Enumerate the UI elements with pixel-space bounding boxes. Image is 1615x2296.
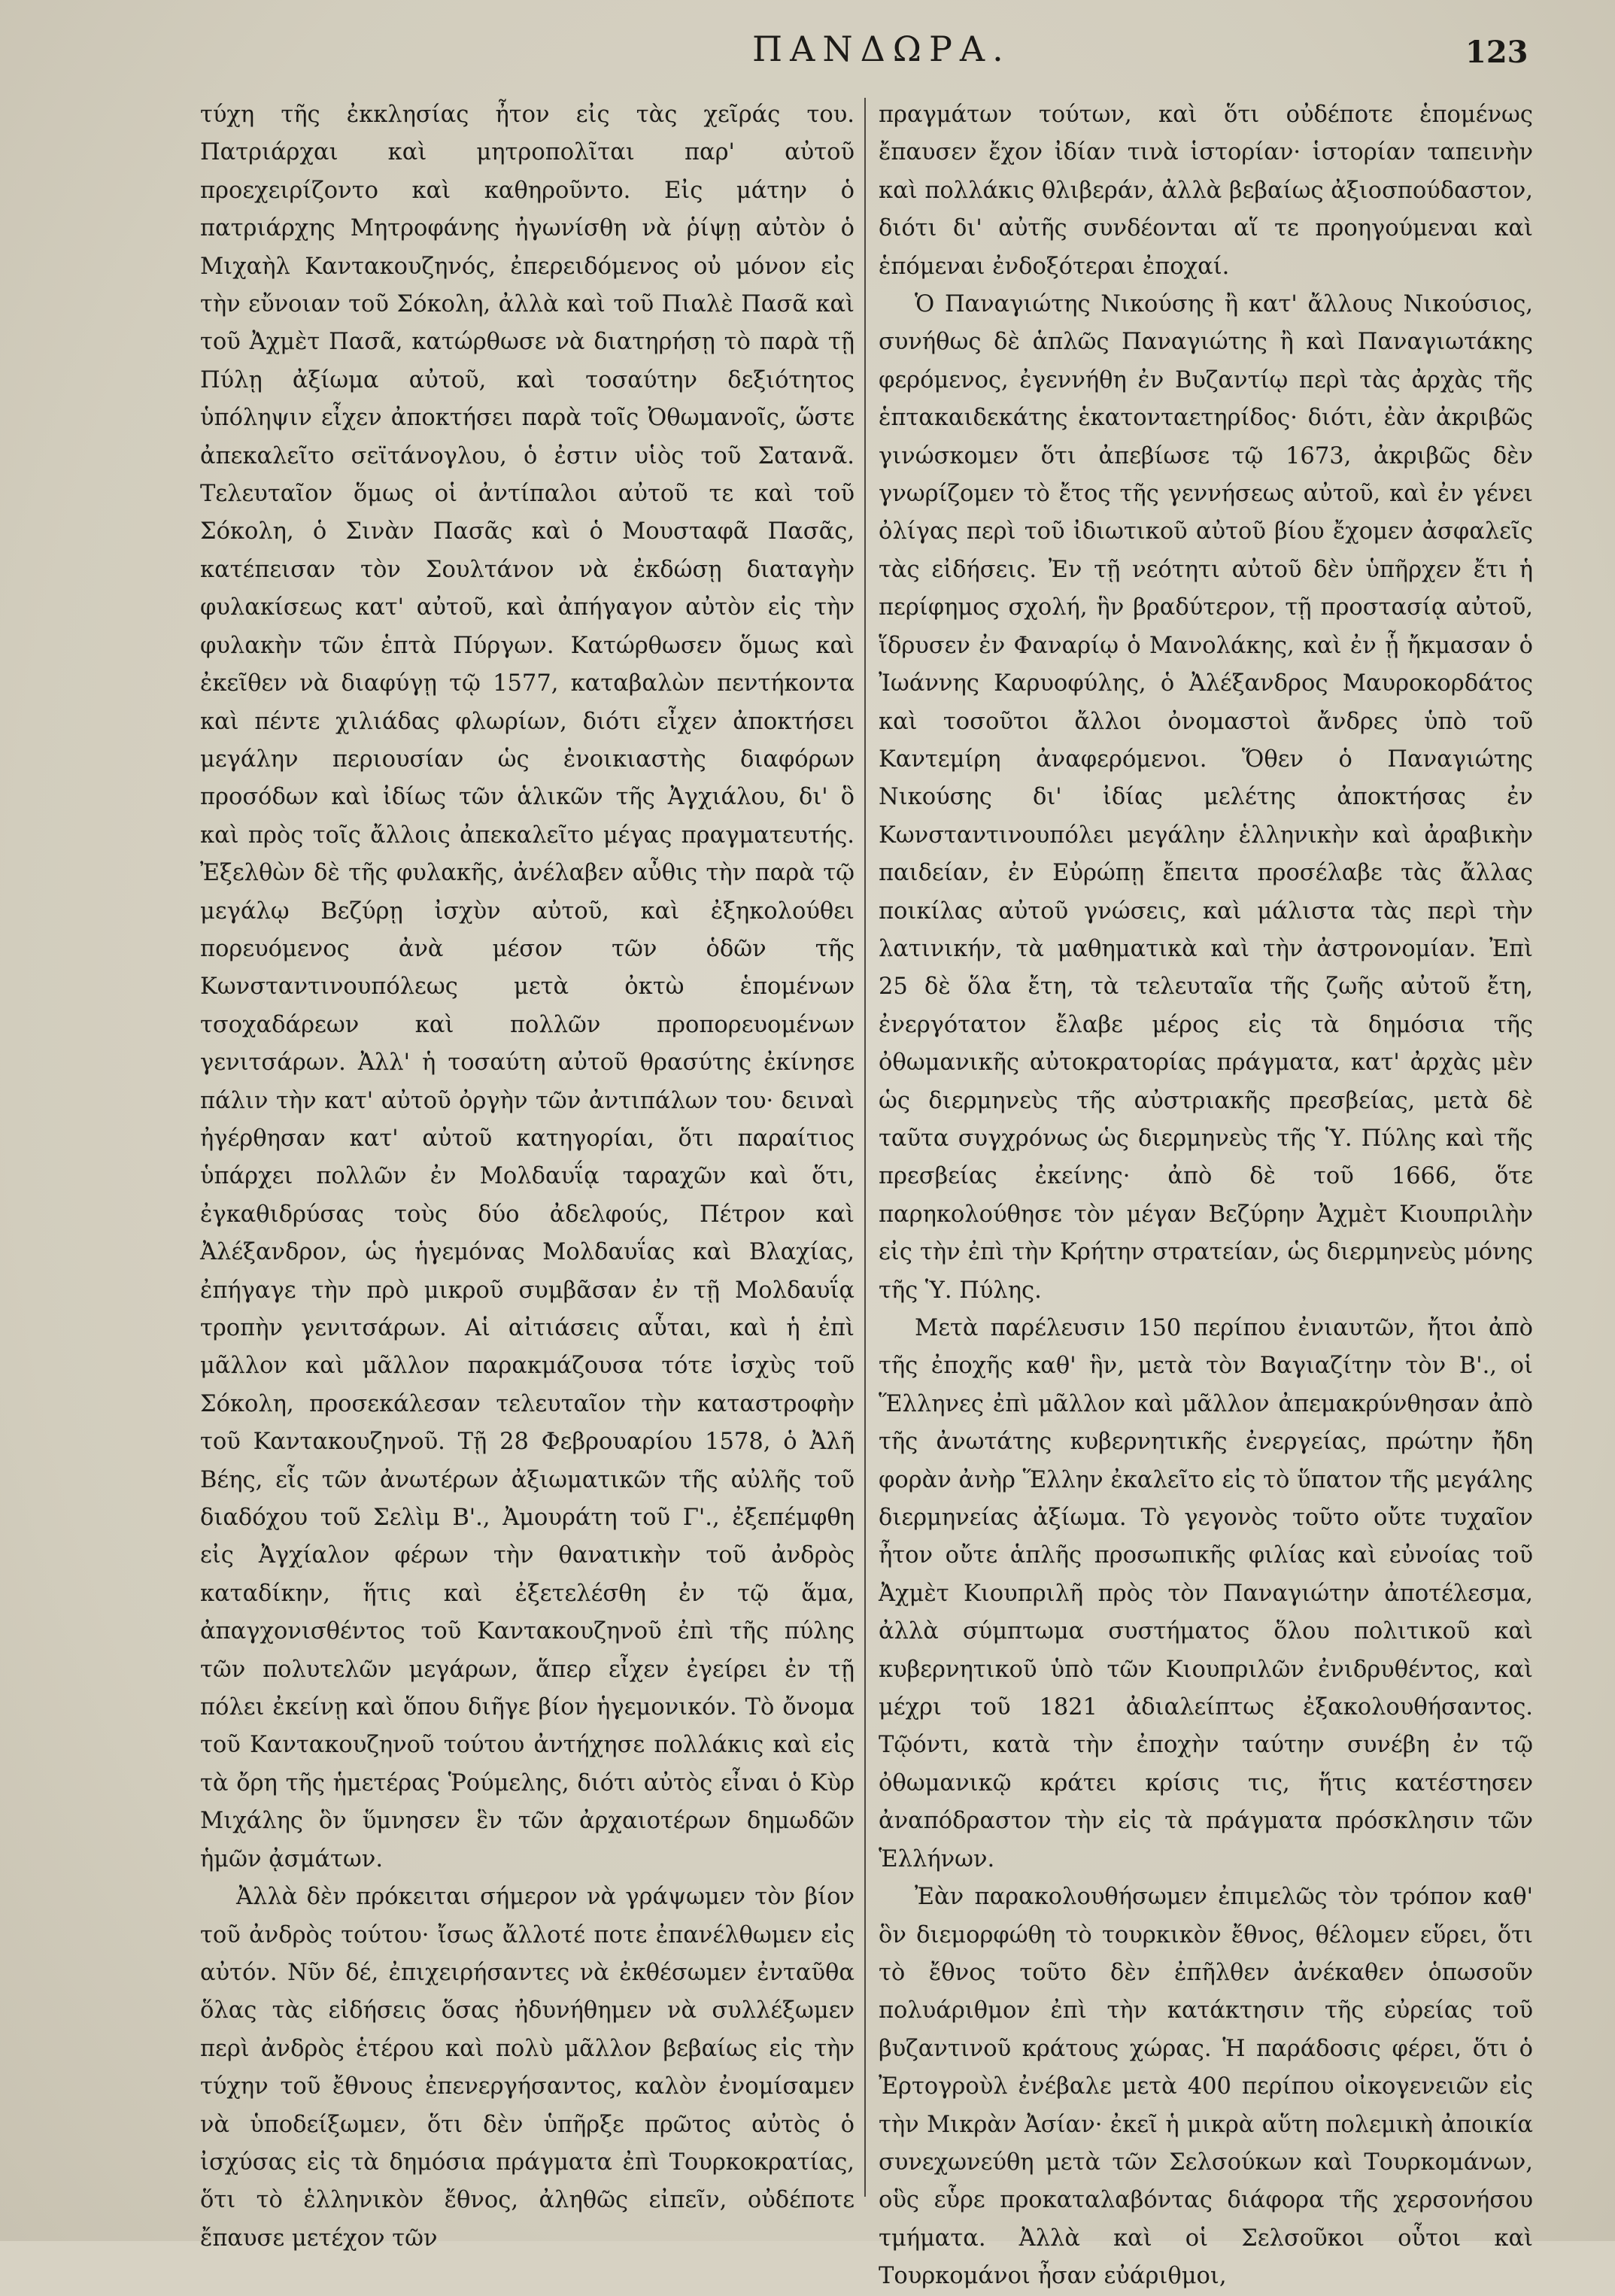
paragraph: Ἐὰν παρακολουθήσωμεν ἐπιμελῶς τὸν τρόπον καθ' ὃν διεμορφώθη τὸ τουρκικὸν ἔθνος, θέλομεν εὕρει, ὅτι τὸ ἔθνος τοῦτο δὲν ἐπῆλθεν ἀνέκαθεν ὁπωσοῦν πολυάριθμον ἐπὶ τὴν κατάκτησιν τῆς εὐρείας τοῦ βυζαντινοῦ κράτους χώρας. Ἡ παράδοσις φέρει, ὅτι ὁ Ἐρτογροὺλ ἐνέβαλε μετὰ 400 περίπου οἰκογενειῶν εἰς τὴν Μικρὰν Ἀσίαν· ἐκεῖ ἡ μικρὰ αὕτη πολεμικὴ ἀποικία συνεχωνεύθη μετὰ τῶν Σελσούκων καὶ Τουρκομάνων, οὓς εὗρε προκαταλαβόντας διάφορα τῆς χερσονήσου τμήματα. Ἀλλὰ καὶ οἱ Σελσοῦκοι οὗτοι καὶ Τουρκομάνοι ἦσαν εὐάριθμοι, (879, 1884, 1533, 2290)
left-column (200, 96, 855, 2258)
column-divider (864, 98, 866, 2197)
paragraph: Ὁ Παναγιώτης Νικούσης ἢ κατ' ἄλλους Νικούσιος, συνήθως δὲ ἁπλῶς Παναγιώτης ἢ καὶ Παναγιωτάκης φερόμενος, ἐγεννήθη ἐν Βυζαντίῳ περὶ τὰς ἀρχὰς τῆς ἑπτακαιδεκάτης ἑκατονταετηρίδος· διότι, ἐὰν ἀκριβῶς γινώσκομεν ὅτι ἀπεβίωσε τῷ 1673, ἀκριβῶς δὲν γνωρίζομεν τὸ ἔτος τῆς γεννήσεως αὐτοῦ, καὶ ἐν γένει ὀλίγας περὶ τοῦ ἰδιωτικοῦ αὐτοῦ βίου ἔχομεν ἀσφαλεῖς τὰς εἰδήσεις. Ἐν τῇ νεότητι αὐτοῦ δὲν ὑπῆρχεν ἔτι ἡ περίφημος σχολή, ἣν βραδύτερον, τῇ προστασίᾳ αὐτοῦ, ἵδρυσεν ἐν Φαναρίῳ ὁ Μανολάκης, καὶ ἐν ᾗ ἤκμασαν ὁ Ἰωάννης Καρυοφύλης, ὁ Ἀλέξανδρος Μαυροκορδάτος καὶ τοσοῦτοι ἄλλοι ὀνομαστοὶ ἄνδρες ὑπὸ τοῦ Καντεμίρη ἀναφερόμενοι. Ὅθεν ὁ Παναγιώτης Νικούσης δι' ἰδίας μελέτης ἀποκτήσας ἐν Κωνσταντινουπόλει μεγάλην ἑλληνικὴν καὶ ἀραβικὴν παιδείαν, ἐν Εὐρώπῃ ἔπειτα προσέλαβε τὰς ἄλλας ποικίλας αὐτοῦ γνώσεις, καὶ μάλιστα τὰς περὶ τὴν λατινικήν, τὰ μαθηματικὰ καὶ τὴν ἀστρονομίαν. Ἐπὶ 25 δὲ ὅλα ἔτη, τὰ τελευταῖα τῆς ζωῆς αὐτοῦ ἔτη, ἐνεργότατον ἔλαβε μέρος εἰς τὰ δημόσια τῆς ὀθωμανικῆς αὐτοκρατορίας πράγματα, κατ' ἀρχὰς μὲν ὡς διερμηνεὺς τῆς αὐστριακῆς πρεσβείας, μετὰ δὲ ταῦτα συγχρόνως ὡς διερμηνεὺς τῆς Ὑ. Πύλης καὶ τῆς πρεσβείας ἐκείνης· ἀπὸ δὲ τοῦ 1666, ὅτε παρηκολούθησε τὸν μέγαν Βεζύρην Ἀχμὲτ Κιουπριλὴν εἰς τὴν ἐπὶ τὴν Κρήτην στρατείαν, ὡς διερμηνεὺς μόνης τῆς Ὑ. Πύλης. (879, 291, 1533, 1304)
running-head (0, 29, 1615, 74)
journal-title: ΠΑΝΔΩΡΑ. (752, 29, 1011, 69)
paragraph: Μετὰ παρέλευσιν 150 περίπου ἐνιαυτῶν, ἤτοι ἀπὸ τῆς ἐποχῆς καθ' ἣν, μετὰ τὸν Βαγιαζίτην τὸν Β'., οἱ Ἕλληνες ἐπὶ μᾶλλον καὶ μᾶλλον ἀπεμακρύνθησαν ἀπὸ τῆς ἀνωτάτης κυβερνητικῆς ἐνεργείας, πρώτην ἤδη φορὰν ἀνὴρ Ἕλλην ἐκαλεῖτο εἰς τὸ ὕπατον τῆς μεγάλης διερμηνείας ἀξίωμα. Τὸ γεγονὸς τοῦτο οὔτε τυχαῖον ἦτον οὔτε ἁπλῆς προσωπικῆς φιλίας καὶ εὐνοίας τοῦ Ἀχμὲτ Κιουπριλῆ πρὸς τὸν Παναγιώτην ἀποτέλεσμα, ἀλλὰ σύμπτωμα συστήματος ὅλου πολιτικοῦ καὶ κυβερνητικοῦ ὑπὸ τῶν Κιουπριλῶν ἐνιδρυθέντος, καὶ μέχρι τοῦ 1821 ἀδιαλείπτως ἐξακολουθήσαντος. Τῷόντι, κατὰ τὴν ἐποχὴν ταύτην συνέβη ἐν τῷ ὀθωμανικῷ κράτει κρίσις τις, ἥτις κατέστησεν ἀναπόδραστον τὴν εἰς τὰ πράγματα πρόσκλησιν τῶν Ἑλλήνων. (879, 1315, 1533, 1872)
right-column (879, 96, 1533, 2296)
paragraph: Ἀλλὰ δὲν πρόκειται σήμερον νὰ γράψωμεν τὸν βίον τοῦ ἀνδρὸς τούτου· ἴσως ἄλλοτέ ποτε ἐπανέλθωμεν εἰς αὐτόν. Νῦν δέ, ἐπιχειρήσαντες νὰ ἐκθέσωμεν ἐνταῦθα ὅλας τὰς εἰδήσεις ὅσας ἠδυνήθημεν νὰ συλλέξωμεν περὶ ἀνδρὸς ἑτέρου καὶ πολὺ μᾶλλον βεβαίως εἰς τὴν τύχην τοῦ ἔθνους ἐπενεργήσαντος, καλὸν ἐνομίσαμεν νὰ ὑποδείξωμεν, ὅτι δὲν ὑπῆρξε πρῶτος αὐτὸς ὁ ἰσχύσας εἰς τὰ δημόσια πράγματα ἐπὶ Τουρκοκρατίας, ὅτι τὸ ἑλληνικὸν ἔθνος, ἀληθῶς εἰπεῖν, οὐδέποτε ἔπαυσε μετέχον τῶν (200, 1884, 855, 2252)
paragraph: τύχη τῆς ἐκκλησίας ἦτον εἰς τὰς χεῖράς του. Πατριάρχαι καὶ μητροπολῖται παρ' αὐτοῦ προεχειρίζοντο καὶ καθηροῦντο. Εἰς μάτην ὁ πατριάρχης Μητροφάνης ἠγωνίσθη νὰ ῥίψῃ αὐτὸν ὁ Μιχαὴλ Καντακουζηνός, ἐπερειδόμενος οὐ μόνον εἰς τὴν εὔνοιαν τοῦ Σόκολη, ἀλλὰ καὶ τοῦ Πιαλὲ Πασᾶ καὶ τοῦ Ἀχμὲτ Πασᾶ, κατώρθωσε νὰ διατηρήσῃ τὸ παρὰ τῇ Πύλῃ ἀξίωμα αὐτοῦ, καὶ τοσαύτην δεξιότητος ὑπόληψιν εἶχεν ἀποκτήσει παρὰ τοῖς Ὀθωμανοῖς, ὥστε ἀπεκαλεῖτο σεϊτάνογλου, ὁ ἐστιν υἱὸς τοῦ Σατανᾶ. Τελευταῖον ὅμως οἱ ἀντίπαλοι αὐτοῦ τε καὶ τοῦ Σόκολη, ὁ Σινὰν Πασᾶς καὶ ὁ Μουσταφᾶ Πασᾶς, κατέπεισαν τὸν Σουλτάνον νὰ ἐκδώσῃ διαταγὴν φυλακίσεως κατ' αὐτοῦ, καὶ ἀπήγαγον αὐτὸν εἰς τὴν φυλακὴν τῶν ἑπτὰ Πύργων. Κατώρθωσεν ὅμως καὶ ἐκεῖθεν νὰ διαφύγῃ τῷ 1577, καταβαλὼν πεντήκοντα καὶ πέντε χιλιάδας φλωρίων, διότι εἶχεν ἀποκτήσει μεγάλην περιουσίαν ὡς ἐνοικιαστὴς διαφόρων προσόδων καὶ ἰδίως τῶν ἁλικῶν τῆς Ἀγχιάλου, δι' ὃ καὶ πρὸς τοῖς ἄλλοις ἀπεκαλεῖτο μέγας πραγματευτής. Ἐξελθὼν δὲ τῆς φυλακῆς, ἀνέλαβεν αὖθις τὴν παρὰ τῷ μεγάλῳ Βεζύρῃ ἰσχὺν αὐτοῦ, καὶ ἐξηκολούθει πορευόμενος ἀνὰ μέσον τῶν ὁδῶν τῆς Κωνσταντινουπόλεως μετὰ ὀκτὼ ἑπομένων τσοχαδάρεων καὶ πολλῶν προπορευομένων γενιτσάρων. Ἀλλ' ἡ τοσαύτη αὐτοῦ θρασύτης ἐκίνησε πάλιν τὴν κατ' αὐτοῦ ὀργὴν τῶν ἀντιπάλων του· δειναὶ ἠγέρθησαν κατ' αὐτοῦ κατηγορίαι, ὅτι παραίτιος ὑπάρχει πολλῶν ἐν Μολδαυΐᾳ ταραχῶν καὶ ὅτι, ἐγκαθιδρύσας τοὺς δύο ἀδελφούς, Πέτρον καὶ Ἀλέξανδρον, ὡς ἡγεμόνας Μολδαυΐας καὶ Βλαχίας, ἐπήγαγε τὴν πρὸ μικροῦ συμβᾶσαν ἐν τῇ Μολδαυΐᾳ τροπὴν γενιτσάρων. Αἱ αἰτιάσεις αὗται, καὶ ἡ ἐπὶ μᾶλλον καὶ μᾶλλον παρακμάζουσα τότε ἰσχὺς τοῦ Σόκολη, προσεκάλεσαν τελευταῖον τὴν καταστροφὴν τοῦ Καντακουζηνοῦ. Τῇ 28 Φεβρουαρίου 1578, ὁ Ἀλῆ Βέης, εἷς τῶν ἀνωτέρων ἀξιωματικῶν τῆς αὐλῆς τοῦ διαδόχου τοῦ Σελὶμ Β'., Ἀμουράτη τοῦ Γ'., ἐξεπέμφθη εἰς Ἀγχίαλον φέρων τὴν θανατικὴν τοῦ ἀνδρὸς καταδίκην, ἥτις καὶ ἐξετελέσθη ἐν τῷ ἅμα, ἀπαγχονισθέντος τοῦ Καντακουζηνοῦ ἐπὶ τῆς πύλης τῶν πολυτελῶν μεγάρων, ἅπερ εἶχεν ἐγείρει ἐν τῇ πόλει ἐκείνῃ καὶ ὅπου διῆγε βίον ἡγεμονικόν. Τὸ ὄνομα τοῦ Καντακουζηνοῦ τούτου ἀντήχησε πολλάκις καὶ εἰς τὰ ὄρη τῆς ἡμετέρας Ῥούμελης, διότι αὐτὸς εἶναι ὁ Κὺρ Μιχάλης ὃν ὕμνησεν ἓν τῶν ἀρχαιοτέρων δημωδῶν ἡμῶν ᾀσμάτων. (200, 102, 855, 1872)
paragraph: πραγμάτων τούτων, καὶ ὅτι οὐδέποτε ἑπομένως ἔπαυσεν ἔχον ἰδίαν τινὰ ἱστορίαν· ἱστορίαν ταπεινὴν καὶ πολλάκις θλιβεράν, ἀλλὰ βεβαίως ἀξιοσπούδαστον, διότι δι' αὐτῆς συνδέονται αἵ τε προηγούμεναι καὶ ἑπόμεναι ἐνδοξότεραι ἐποχαί. (879, 102, 1533, 280)
page-number: 123 (1465, 35, 1528, 70)
